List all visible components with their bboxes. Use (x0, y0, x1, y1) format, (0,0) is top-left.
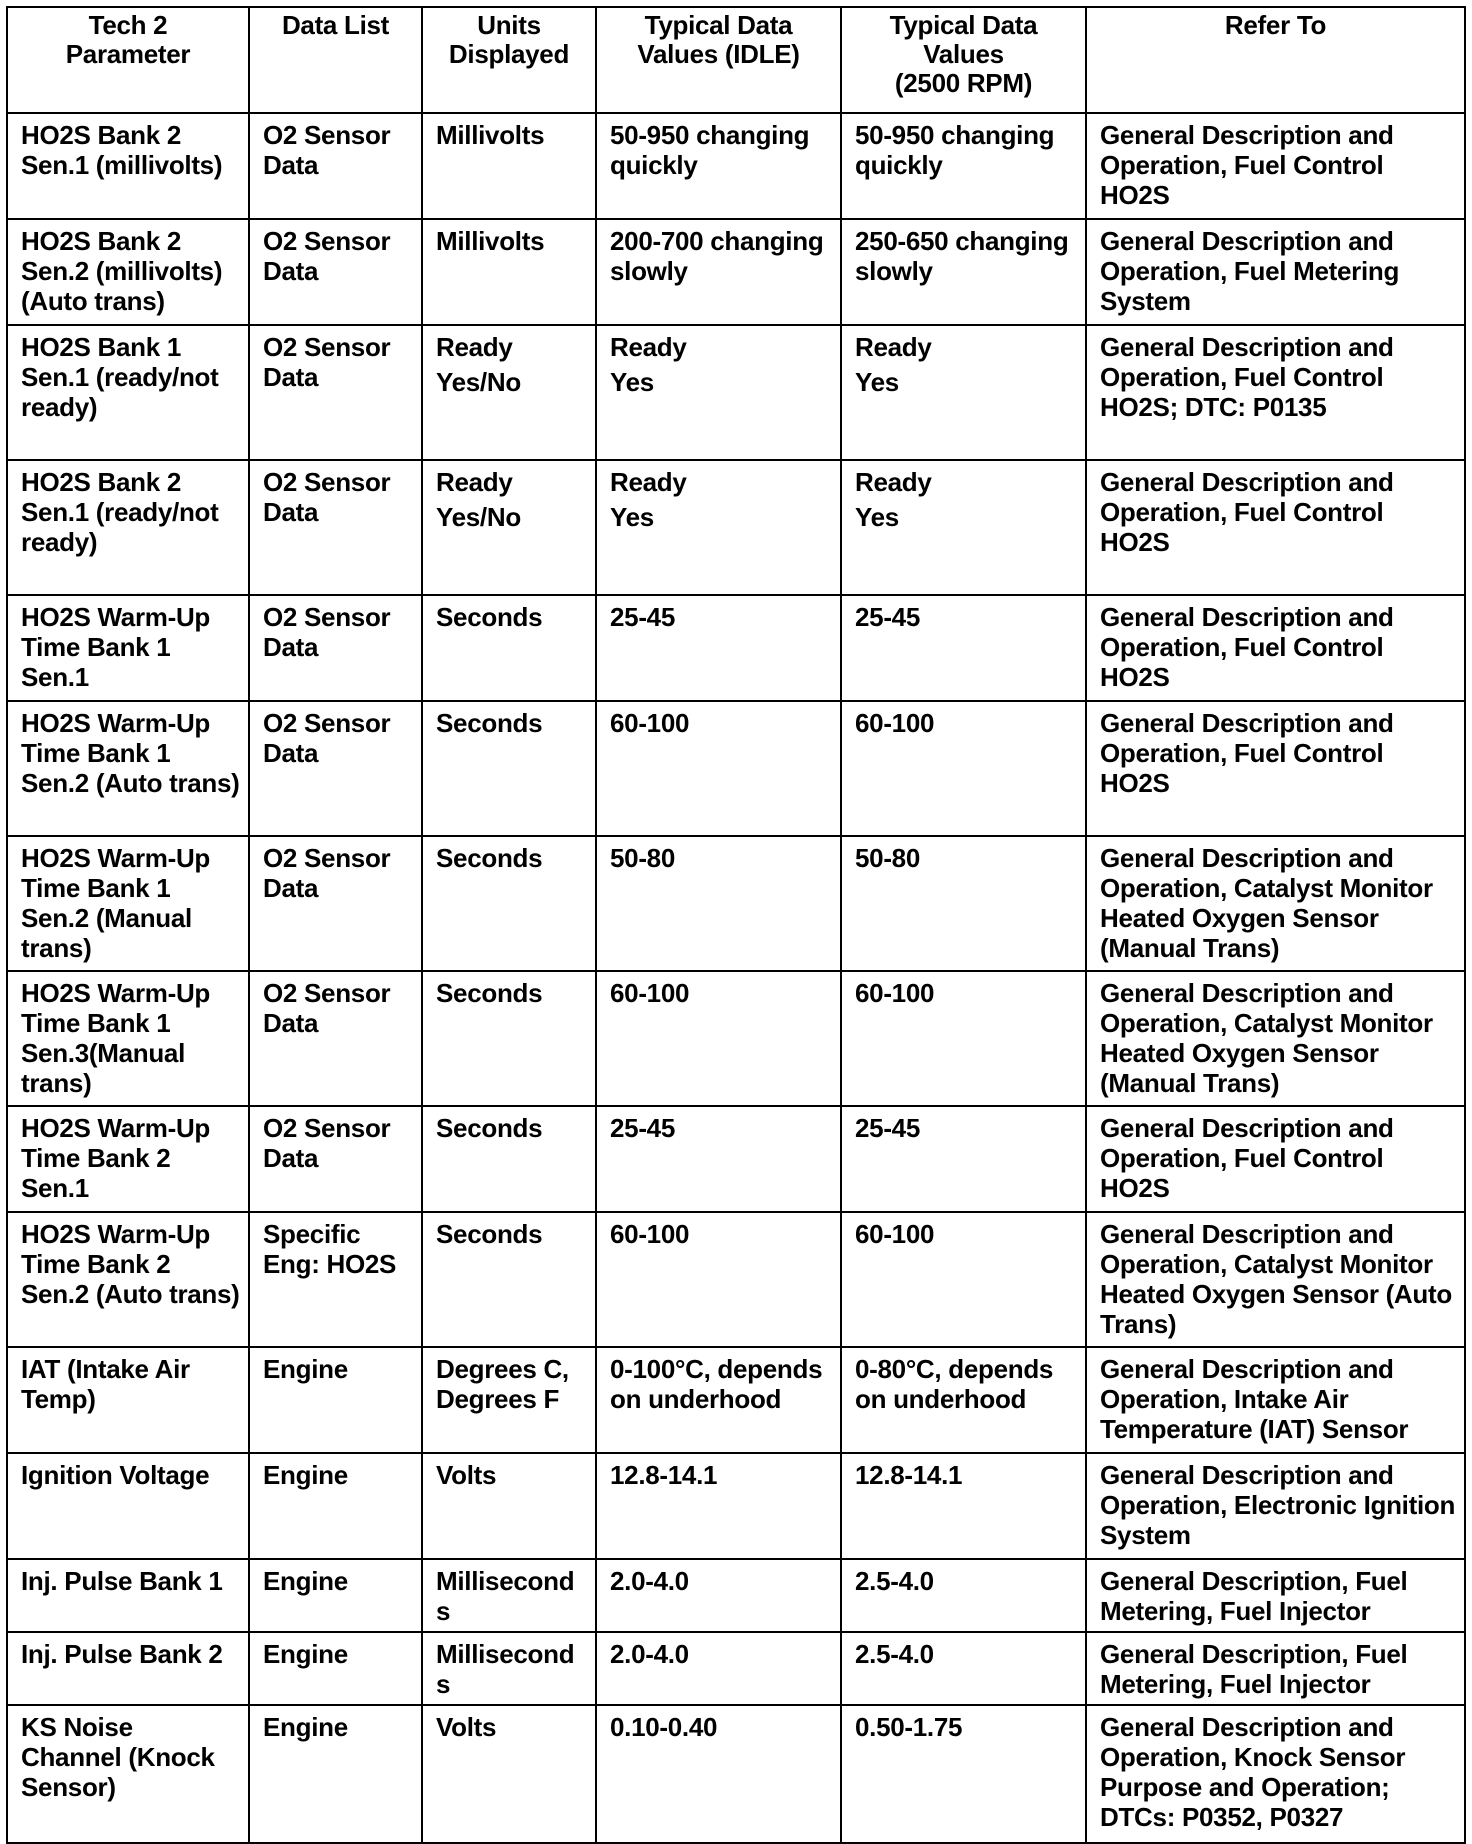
cell-data-list: Engine (249, 1632, 422, 1705)
cell-idle: 50-950 changing quickly (596, 113, 841, 219)
cell-data-list: O2 Sensor Data (249, 113, 422, 219)
cell-parameter: IAT (Intake Air Temp) (7, 1347, 249, 1453)
cell-idle: 12.8-14.1 (596, 1453, 841, 1559)
cell-2500rpm: 25-45 (841, 1106, 1086, 1212)
cell-refer-to: General Description and Operation, Electronic Ignition System (1086, 1453, 1465, 1559)
cell-data-list: O2 Sensor Data (249, 325, 422, 460)
cell-parameter: HO2S Warm-Up Time Bank 1 Sen.1 (7, 595, 249, 701)
cell-idle: 2.0-4.0 (596, 1559, 841, 1632)
cell-units: Volts (422, 1705, 596, 1843)
header-data-list: Data List (249, 7, 422, 113)
cell-parameter: HO2S Warm-Up Time Bank 2 Sen.1 (7, 1106, 249, 1212)
transmission-note: (Auto trans) (95, 1279, 240, 1309)
table-row (7, 1106, 1465, 1212)
cell-parameter: HO2S Warm-Up Time Bank 1 Sen.3(Manual trans) (7, 971, 249, 1106)
table-row (7, 1559, 1465, 1632)
table-header (7, 7, 1465, 113)
cell-refer-to: General Description and Operation, Fuel Control HO2S (1086, 1106, 1465, 1212)
cell-refer-to: General Description and Operation, Intake Air Temperature (IAT) Sensor (1086, 1347, 1465, 1453)
cell-units: Degrees C, Degrees F (422, 1347, 596, 1453)
cell-idle: 0.10-0.40 (596, 1705, 841, 1843)
cell-2500rpm: 60-100 (841, 701, 1086, 836)
cell-refer-to: General Description and Operation, Fuel Control HO2S (1086, 113, 1465, 219)
cell-refer-to: General Description and Operation, Catalyst Monitor Heated Oxygen Sensor (Manual Trans) (1086, 836, 1465, 971)
cell-parameter: HO2S Bank 1 Sen.1 (ready/not ready) (7, 325, 249, 460)
cell-parameter: HO2S Bank 2 Sen.1 (ready/not ready) (7, 460, 249, 595)
cell-parameter: Inj. Pulse Bank 1 (7, 1559, 249, 1632)
table-row (7, 1705, 1465, 1843)
cell-data-list: O2 Sensor Data (249, 971, 422, 1106)
cell-data-list: O2 Sensor Data (249, 219, 422, 325)
cell-data-list: Engine (249, 1559, 422, 1632)
cell-2500rpm: 50-950 changing quickly (841, 113, 1086, 219)
table-row (7, 1453, 1465, 1559)
table-row (7, 325, 1465, 460)
cell-2500rpm: 2.5-4.0 (841, 1559, 1086, 1632)
cell-idle: 0-100°C, depends on underhood (596, 1347, 841, 1453)
cell-data-list: Engine (249, 1705, 422, 1843)
cell-idle: 2.0-4.0 (596, 1632, 841, 1705)
table-row (7, 595, 1465, 701)
header-tech2-parameter: Tech 2 Parameter (7, 7, 249, 113)
cell-parameter: HO2S Bank 2 Sen.2 (millivolts) (Auto trans) (7, 219, 249, 325)
cell-units: Seconds (422, 1106, 596, 1212)
cell-parameter: HO2S Warm-Up Time Bank 1 Sen.2 (Manual trans) (7, 836, 249, 971)
cell-2500rpm: Ready Yes (841, 460, 1086, 595)
cell-idle: 25-45 (596, 595, 841, 701)
cell-idle: 25-45 (596, 1106, 841, 1212)
cell-refer-to: General Description and Operation, Fuel Metering System (1086, 219, 1465, 325)
cell-units: Seconds (422, 701, 596, 836)
header-units-displayed: Units Displayed (422, 7, 596, 113)
cell-2500rpm: 250-650 changing slowly (841, 219, 1086, 325)
cell-2500rpm: 50-80 (841, 836, 1086, 971)
table-row (7, 1632, 1465, 1705)
cell-2500rpm: 60-100 (841, 971, 1086, 1106)
cell-2500rpm: Ready Yes (841, 325, 1086, 460)
cell-refer-to: General Description, Fuel Metering, Fuel Injector (1086, 1559, 1465, 1632)
cell-data-list: O2 Sensor Data (249, 701, 422, 836)
cell-idle: 60-100 (596, 701, 841, 836)
data-table (6, 6, 1466, 1844)
cell-units: Seconds (422, 1212, 596, 1347)
cell-idle: 200-700 changing slowly (596, 219, 841, 325)
header-refer-to: Refer To (1086, 7, 1465, 113)
cell-units: Millisecond s (422, 1632, 596, 1705)
cell-units: Seconds (422, 836, 596, 971)
cell-units: Seconds (422, 595, 596, 701)
cell-refer-to: General Description and Operation, Knock Sensor Purpose and Operation; DTCs: P0352, P0327 (1086, 1705, 1465, 1843)
cell-parameter: Inj. Pulse Bank 2 (7, 1632, 249, 1705)
cell-parameter: HO2S Warm-Up Time Bank 1 Sen.2 (Auto trans) (7, 701, 249, 836)
cell-refer-to: General Description, Fuel Metering, Fuel Injector (1086, 1632, 1465, 1705)
cell-parameter: HO2S Bank 2 Sen.1 (millivolts) (7, 113, 249, 219)
table-row (7, 219, 1465, 325)
cell-data-list: Engine (249, 1347, 422, 1453)
cell-data-list: O2 Sensor Data (249, 460, 422, 595)
cell-parameter: KS Noise Channel (Knock Sensor) (7, 1705, 249, 1843)
cell-units: Seconds (422, 971, 596, 1106)
cell-refer-to: General Description and Operation, Fuel Control HO2S (1086, 460, 1465, 595)
transmission-note: (Manual trans) (21, 1038, 185, 1098)
transmission-note: (Manual trans) (21, 903, 192, 963)
cell-parameter: HO2S Warm-Up Time Bank 2 Sen.2 (Auto trans) (7, 1212, 249, 1347)
cell-refer-to: General Description and Operation, Catalyst Monitor Heated Oxygen Sensor (Auto Trans) (1086, 1212, 1465, 1347)
cell-data-list: Engine (249, 1453, 422, 1559)
cell-data-list: O2 Sensor Data (249, 595, 422, 701)
cell-refer-to: General Description and Operation, Fuel Control HO2S (1086, 595, 1465, 701)
cell-2500rpm: 25-45 (841, 595, 1086, 701)
transmission-note: (Auto trans) (95, 768, 240, 798)
table-row (7, 460, 1465, 595)
cell-2500rpm: 12.8-14.1 (841, 1453, 1086, 1559)
cell-refer-to: General Description and Operation, Catalyst Monitor Heated Oxygen Sensor (Manual Trans) (1086, 971, 1465, 1106)
table-row (7, 701, 1465, 836)
cell-data-list: O2 Sensor Data (249, 836, 422, 971)
cell-idle: 50-80 (596, 836, 841, 971)
cell-data-list: Specific Eng: HO2S (249, 1212, 422, 1347)
cell-units: Millivolts (422, 113, 596, 219)
cell-idle: Ready Yes (596, 460, 841, 595)
cell-units: Volts (422, 1453, 596, 1559)
table-row (7, 1347, 1465, 1453)
cell-refer-to: General Description and Operation, Fuel Control HO2S (1086, 701, 1465, 836)
header-row (7, 7, 1465, 113)
table-row (7, 1212, 1465, 1347)
table-row (7, 971, 1465, 1106)
cell-2500rpm: 0-80°C, depends on underhood (841, 1347, 1086, 1453)
cell-units: Ready Yes/No (422, 325, 596, 460)
cell-idle: 60-100 (596, 1212, 841, 1347)
table-body (7, 113, 1465, 1843)
header-typical-idle: Typical Data Values (IDLE) (596, 7, 841, 113)
table-row (7, 113, 1465, 219)
cell-2500rpm: 60-100 (841, 1212, 1086, 1347)
cell-units: Millisecond s (422, 1559, 596, 1632)
cell-refer-to: General Description and Operation, Fuel Control HO2S; DTC: P0135 (1086, 325, 1465, 460)
cell-2500rpm: 0.50-1.75 (841, 1705, 1086, 1843)
cell-parameter: Ignition Voltage (7, 1453, 249, 1559)
cell-idle: Ready Yes (596, 325, 841, 460)
transmission-note: (Auto trans) (21, 286, 165, 316)
cell-data-list: O2 Sensor Data (249, 1106, 422, 1212)
cell-2500rpm: 2.5-4.0 (841, 1632, 1086, 1705)
cell-units: Ready Yes/No (422, 460, 596, 595)
cell-units: Millivolts (422, 219, 596, 325)
table-row (7, 836, 1465, 971)
header-typical-2500rpm: Typical Data Values (2500 RPM) (841, 7, 1086, 113)
cell-idle: 60-100 (596, 971, 841, 1106)
